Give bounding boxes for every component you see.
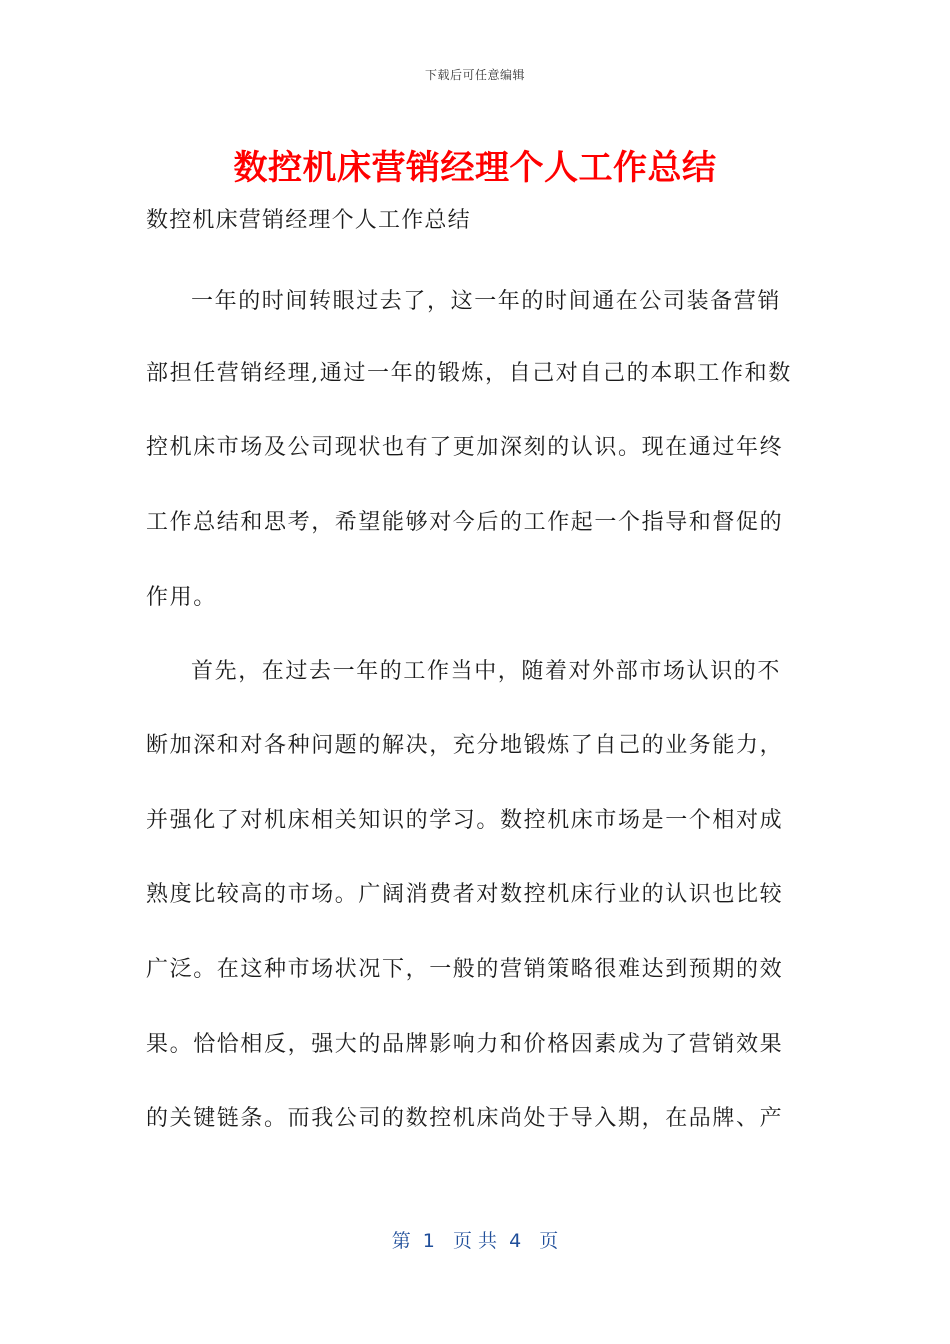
page-footer: 第 1 页 共 4 页 [391,1230,559,1252]
paragraph-1-line-3: 控机床市场及公司现状也有了更加深刻的认识。现在通过年终 [146,435,784,460]
paragraph-2-line-3: 并强化了对机床相关知识的学习。数控机床市场是一个相对成 [146,808,784,833]
paragraph-2-line-6: 果。恰恰相反，强大的品牌影响力和价格因素成为了营销效果 [146,1032,784,1057]
document-subtitle: 数控机床营销经理个人工作总结 [146,208,471,233]
paragraph-2-line-7: 的关键链条。而我公司的数控机床尚处于导入期，在品牌、产 [146,1106,784,1131]
paragraph-1-line-1: 一年的时间转眼过去了，这一年的时间通在公司装备营销 [191,289,782,314]
paragraph-1-line-2: 部担任营销经理,通过一年的锻炼，自己对自己的本职工作和数 [146,361,792,386]
header-note: 下载后可任意编辑 [424,68,525,82]
paragraph-2-line-2: 断加深和对各种问题的解决，充分地锻炼了自己的业务能力， [146,733,784,758]
paragraph-2-line-1: 首先，在过去一年的工作当中，随着对外部市场认识的不 [191,659,782,684]
document-title: 数控机床营销经理个人工作总结 [233,148,717,188]
paragraph-2-line-5: 广泛。在这种市场状况下，一般的营销策略很难达到预期的效 [146,957,784,982]
paragraph-2-line-4: 熟度比较高的市场。广阔消费者对数控机床行业的认识也比较 [146,882,784,907]
paragraph-1-line-4: 工作总结和思考，希望能够对今后的工作起一个指导和督促的 [146,510,784,535]
paragraph-1-line-5: 作用。 [146,585,217,610]
